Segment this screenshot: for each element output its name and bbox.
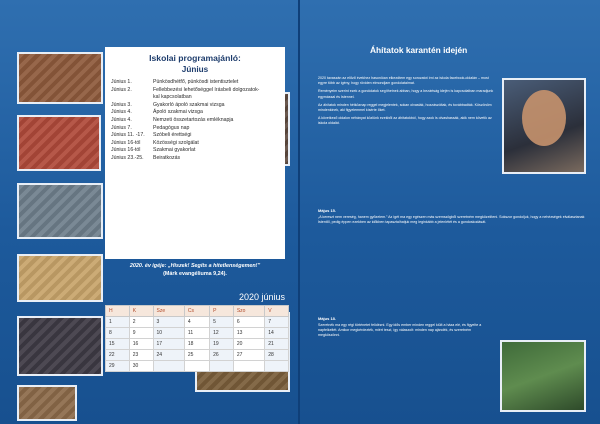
devotion-date: Május 18. <box>318 316 337 321</box>
calendar-day: 20 <box>233 339 264 350</box>
program-date: Június 1. <box>111 79 132 85</box>
program-item <box>111 117 279 125</box>
article-title: Áhítatok karantén idején <box>370 45 468 55</box>
devotion-text: Szeretnék ma egy régi történetet felidézni. Egy idős ember minden reggel kiült a háza elé, és figyelte a napfelkeltét. Amikor megkérdezték, miért teszi, így válaszolt: minden nap ajándék, és szeretném megköszönni. <box>318 323 482 338</box>
devotion-may-18 <box>318 316 494 338</box>
calendar-day: 25 <box>184 350 209 361</box>
program-text: Fellebbezési lehetőséggel írásbeli dolgozatok- <box>153 86 260 93</box>
program-panel <box>105 47 285 259</box>
calendar-header: K <box>129 306 153 317</box>
school-event-photo <box>17 316 103 376</box>
calendar-header: V <box>265 306 289 317</box>
calendar-day: 15 <box>106 339 130 350</box>
church-interior-photo <box>17 52 103 104</box>
program-date: Június 16-tól <box>111 147 141 154</box>
program-date: Június 3. <box>111 101 132 108</box>
calendar-week <box>106 350 289 361</box>
calendar-day <box>184 361 209 372</box>
calendar-day: 3 <box>153 317 184 328</box>
calendar-day: 12 <box>210 328 234 339</box>
article-paragraph: Az áhítatok minden hétköznap reggel megjelentek, sokan olvasták, hozzászóltak, és továbbadták. Köszönöm mindenkinek, aki figyelemmel kísérte őket. <box>318 102 492 113</box>
program-text: Gyakorló ápoló szakmai vizsga <box>153 101 225 108</box>
calendar-day: 28 <box>265 350 289 361</box>
calendar-day: 7 <box>265 317 289 328</box>
program-date: Június 7. <box>111 124 132 131</box>
calendar-day: 4 <box>184 317 209 328</box>
program-date: Június 4. <box>111 116 132 123</box>
program-date: Június 16-tól <box>111 139 141 146</box>
program-text: Pünkösdhétfő, pünkösdi istentisztelet <box>153 79 239 85</box>
calendar-day <box>210 361 234 372</box>
program-date: Június 11. -17. <box>111 132 145 139</box>
calendar-day: 13 <box>233 328 264 339</box>
calendar-week <box>106 328 289 339</box>
program-text: Ápoló szakmai vizsga <box>153 109 203 116</box>
program-item <box>111 155 279 163</box>
program-text: kal kapcsolatban <box>153 94 192 101</box>
devotion-may-15 <box>318 208 586 225</box>
program-text: Nemzeti összetartozás emléknapja <box>153 116 234 123</box>
calendar-day: 30 <box>129 361 153 372</box>
calendar-day <box>153 361 184 372</box>
group-photo <box>17 385 77 421</box>
left-page <box>0 0 298 424</box>
program-item <box>111 147 279 155</box>
calendar-day: 17 <box>153 339 184 350</box>
ceremony-photo <box>17 254 103 302</box>
verse-reference: (Márk evangéliuma 9,24). <box>163 271 227 277</box>
calendar-day: 1 <box>106 317 130 328</box>
calendar-day: 19 <box>210 339 234 350</box>
calendar-day: 21 <box>265 339 289 350</box>
calendar <box>105 305 289 372</box>
program-text: Beiratkozás <box>153 154 181 161</box>
calendar-day: 29 <box>106 361 130 372</box>
program-item <box>111 79 279 87</box>
calendar-day: 8 <box>106 328 130 339</box>
calendar-day: 24 <box>153 350 184 361</box>
program-item <box>111 140 279 148</box>
calendar-header: Sze <box>153 306 184 317</box>
calendar-day: 14 <box>265 328 289 339</box>
year-verse <box>105 262 285 278</box>
devotion-date: Május 15. <box>318 208 337 213</box>
calendar-week <box>106 361 289 372</box>
program-item <box>111 125 279 133</box>
program-text: Pedagógus nap <box>153 124 190 131</box>
portrait-face <box>522 90 566 146</box>
calendar-day: 5 <box>210 317 234 328</box>
program-date: Június 2. <box>111 86 132 93</box>
program-date: Június 23.-25. <box>111 154 144 161</box>
calendar-week <box>106 339 289 350</box>
calendar-header: Cs <box>184 306 209 317</box>
program-title: Iskolai programajánló: <box>149 53 241 63</box>
program-item <box>111 109 279 117</box>
calendar-day: 18 <box>184 339 209 350</box>
program-text: Szakmai gyakorlat <box>153 147 196 154</box>
program-text: Közösségi szolgálat <box>153 139 199 146</box>
calendar-day: 16 <box>129 339 153 350</box>
calendar-day: 11 <box>184 328 209 339</box>
calendar-header: H <box>106 306 130 317</box>
program-subtitle: Június <box>181 65 209 74</box>
choir-photo <box>17 115 101 171</box>
program-item <box>111 132 279 140</box>
article-paragraph: Reményeim szerint ezek a gondolatok segíthetnek abban, hogy a bezártság idején is kapcsolatban maradjunk egymással és Istennel. <box>318 89 494 99</box>
program-item <box>111 94 279 102</box>
calendar-header-row <box>106 306 289 317</box>
program-list <box>111 79 279 163</box>
program-item <box>111 87 279 95</box>
article-body <box>318 76 496 130</box>
calendar-day: 22 <box>106 350 130 361</box>
program-date <box>111 94 153 102</box>
calendar-day: 9 <box>129 328 153 339</box>
program-text: Szóbeli érettségi <box>153 132 192 139</box>
nature-photo <box>500 340 586 412</box>
calendar-day: 6 <box>233 317 264 328</box>
calendar-day <box>265 361 289 372</box>
program-date: Június 4. <box>111 109 132 116</box>
calendar-header: P <box>210 306 234 317</box>
classroom-photo <box>17 183 103 239</box>
calendar-day: 26 <box>210 350 234 361</box>
article-paragraph: A következő oldalon néhányat közlünk ezekből az áhítatokból, hogy azok is olvashassák, akik nem követik az iskola oldalát. <box>318 116 492 126</box>
calendar-week <box>106 317 289 328</box>
calendar-day: 27 <box>233 350 264 361</box>
calendar-day <box>233 361 264 372</box>
devotion-text: „A kereszt nem vereség, hanem győzelem.” Az igét ma egy egészen más szemszögből szeretném megközelíteni. Sokszor gondoljuk, hogy a nehézségek elválasztanak Istentől, pedig éppen ezekben az időkben tapasztalhatjuk meg leginkább a jelenlétét és a gondoskodását. <box>318 215 585 225</box>
verse-text: 2020. év igéje: „Hiszek! Segíts a hitetlenségemen!” <box>129 263 261 269</box>
author-portrait-photo <box>502 78 586 174</box>
calendar-title: 2020 június <box>238 292 285 302</box>
calendar-day: 23 <box>129 350 153 361</box>
calendar-day: 10 <box>153 328 184 339</box>
article-paragraph: 2020 tavaszán az előző évekhez hasonlóan elkezdtem egy sorozatot írni az iskola facebook-oldalán – most egyre több az igény, hogy röviden elmondjam gondolataimat. <box>318 76 489 86</box>
calendar-day: 2 <box>129 317 153 328</box>
calendar-header: Szo <box>233 306 264 317</box>
